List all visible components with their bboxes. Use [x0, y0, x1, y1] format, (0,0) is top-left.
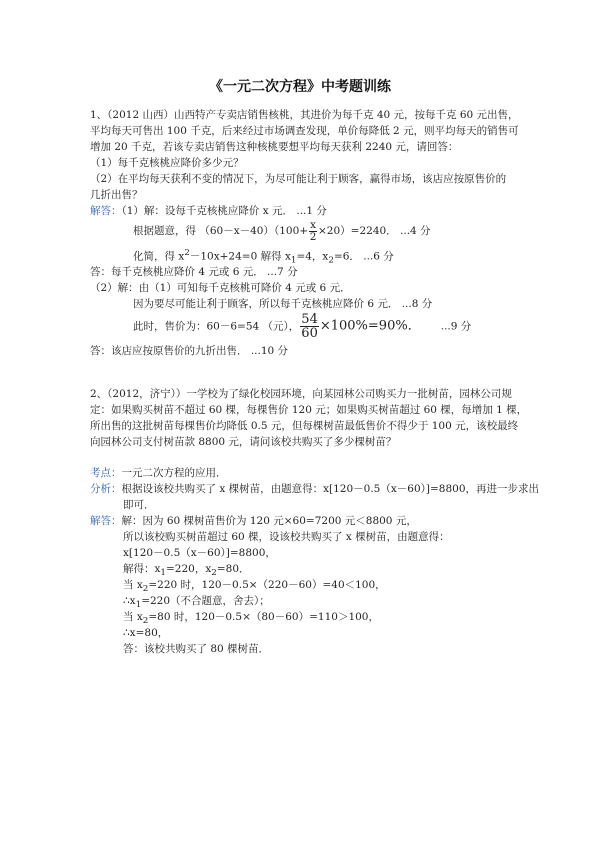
q2-line-1: 2、（2012，济宁））一学校为了绿化校园环境，向某园林公司购买力一批树苗，园林公司规 [90, 388, 512, 400]
a2-step-7: 当 $x_2=80$ 时，120－0.5×（80－60）=110＞100， [123, 611, 379, 627]
a2-fenxi-cont: 即可． [123, 499, 155, 511]
q1-sub-1: （1）每千克核桃应降价多少元？ [90, 157, 244, 169]
a1-part2: （2）解：由（1）可知每千克核桃可降价 4 元或 6 元． [90, 282, 351, 294]
a2-jieda: 解答：解：因为 60 棵树苗售价为 120 元×60=7200 元＜8800 元， [90, 515, 417, 527]
a2-step-5: 当 $x_2=220$ 时，120－0.5×（220－60）=40＜100， [123, 579, 386, 595]
a1-price-fraction: $\frac{54}{60}$ [301, 312, 318, 341]
a2-kaodian: 考点：一元二次方程的应用． [90, 467, 227, 479]
a2-step-3: x[120－0.5（x－60）]=8800， [123, 547, 276, 559]
a2-step-6: $\therefore x_1=220$（不合题意，舍去）； [123, 595, 270, 611]
page-title: 《一元二次方程》中考题训练 [209, 79, 391, 95]
q2-line-2: 定：如果购买树苗不超过 60 棵，每棵售价 120 元；如果购买树苗超过 60 棵，每增加 1 棵， [90, 404, 528, 416]
a1-part1: 解答：（1）解：设每千克核桃应降价 x 元． ...1 分 [90, 205, 327, 217]
q1-line-1: 1、（2012 山西）山西特产专卖店销售核桃，其进价为每千克 40 元，按每千克 60 元出售， [90, 109, 519, 121]
a2-step-8: ∴x=80， [123, 627, 169, 639]
a2-answer: 答：该校共购买了 80 棵树苗． [123, 643, 270, 655]
a2-fenxi: 分析：根据设该校共购买了 x 棵树苗，由题意得：x[120－0.5（x－60）]=8800，再进一步求出 [90, 483, 540, 495]
q1-line-2: 平均每天可售出 100 千克，后来经过市场调查发现，单价每降低 2 元，则平均每天的销售可 [90, 125, 519, 137]
a1-answer-1: 答：每千克核桃应降价 4 元或 6 元． ...7 分 [90, 266, 298, 278]
q2-line-3: 所出售的这批树苗每棵售价均降低 0.5 元，但每棵树苗最低售价不得少于 100 元，该校最终 [90, 420, 519, 432]
q1-line-3: 增加 20 千克，若该专卖店销售这种核桃要想平均每天获利 2240 元，请回答： [90, 141, 459, 153]
a2-step-4: 解得：$x_1=220$，$x_2=80$． [123, 563, 250, 579]
a1-answer-2: 答：该店应按原售价的九折出售． ...10 分 [90, 345, 289, 357]
q1-sub-2a: （2）在平均每天获利不变的情况下，为尽可能让利于顾客，赢得市场，该店应按原售价的 [90, 173, 507, 185]
a1-price: 此时，售价为：60－6=54 （元）， $\frac{54}{60}$ ×100%=90%． ...9 分 [133, 312, 472, 341]
a1-equation: 根据题意，得 （60－x－40）（100+ $\frac{x}{2}$ ×20）=2240． ...4 分 [133, 219, 431, 243]
q2-line-4: 向园林公司支付树苗款 8800 元，请问该校共购买了多少棵树苗？ [90, 436, 397, 448]
a1-equation-fraction: $\frac{x}{2}$ [309, 219, 317, 243]
a2-step-2: 所以该校购买树苗超过 60 棵，设该校共购买了 x 棵树苗，由题意得： [123, 531, 450, 543]
a1-simplify: 化简，得 $x^2-10x+24=0$ 解得 $x_1=4$，$x_2=6$． ...6 分 [133, 248, 394, 266]
q1-sub-2b: 几折出售？ [90, 189, 143, 201]
a1-label: 解答： [90, 205, 122, 217]
a1-part2-reason: 因为要尽可能让利于顾客，所以每千克核桃应降价 6 元． ...8 分 [133, 298, 433, 310]
